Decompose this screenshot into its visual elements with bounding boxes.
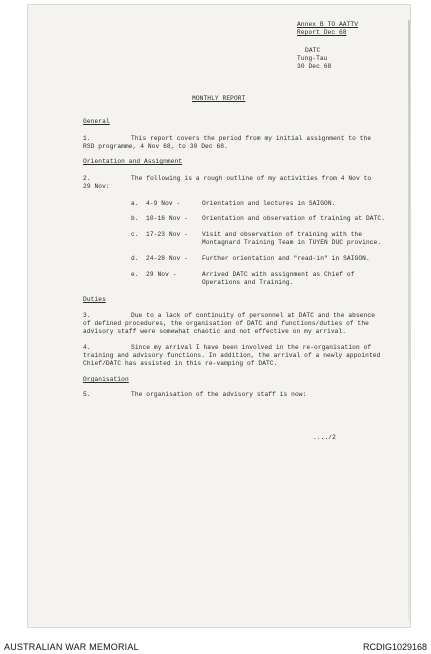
para-2-line-1: The following is a rough outline of my activities from 4 Nov to	[131, 175, 372, 182]
list-item-text: Arrived DATC with assignment as Chief of	[202, 271, 355, 278]
list-item-date: 17-23 Nov -	[146, 231, 188, 238]
continuation-marker: ..../2	[313, 434, 336, 441]
list-item-label: c.	[131, 231, 139, 238]
para-4-line-1: Since my arrival I have been involved in the re-organisation of	[131, 344, 372, 351]
section-heading-general: General	[83, 118, 110, 125]
list-item-text-continued: Montagnard Training Team in TUYEN DUC province.	[202, 239, 382, 246]
annex-reference: Annex B TO AATTV	[297, 21, 359, 28]
list-item-date: 10-16 Nov -	[146, 215, 188, 222]
archive-record-id: RCDIG1029168	[362, 642, 427, 652]
header-place: Tung-Tau	[297, 55, 328, 62]
para-4-line-3: Chief/DATC has assisted in this re-vamping of DATC.	[83, 360, 278, 367]
para-number: 4.	[83, 344, 91, 351]
para-4-line-2: training and advisory functions. In addition, the arrival of a newly appointed	[83, 352, 381, 359]
list-item-text: Orientation and observation of training at DATC.	[202, 215, 386, 222]
list-item-date: 29 Nov -	[146, 271, 177, 278]
para-3-line-1: Due to a lack of continuity of personnel at DATC and the absence	[131, 312, 376, 319]
list-item-text: Orientation and lectures in SAIGON.	[202, 200, 336, 207]
page-title: MONTHLY REPORT	[192, 95, 246, 102]
para-3-line-2: of defined procedures, the organisation of DATC and functions/duties of the	[83, 320, 369, 327]
section-heading-orientation: Orientation and Assignment	[83, 158, 183, 165]
list-item-label: b.	[131, 215, 139, 222]
para-2-line-2: 29 Nov:	[83, 183, 110, 190]
list-item-date: 4-9 Nov -	[146, 200, 181, 207]
list-item-date: 24-28 Nov -	[146, 255, 188, 262]
page-edge	[408, 20, 410, 620]
list-item-text-continued: Operations and Training.	[202, 279, 294, 286]
para-1-line-2: RSD programme, 4 Nov 68, to 30 Dec 68.	[83, 143, 228, 150]
para-1-line-1: This report covers the period from my initial assignment to the	[131, 135, 372, 142]
list-item-label: a.	[131, 200, 139, 207]
para-number: 5.	[83, 391, 91, 398]
report-reference: Report Dec 68	[297, 29, 347, 36]
section-heading-duties: Duties	[83, 296, 106, 303]
para-number: 2.	[83, 175, 91, 182]
list-item-text: Further orientation and "read-in" in SAIGON.	[202, 255, 370, 262]
list-item-label: e.	[131, 271, 139, 278]
list-item-label: d.	[131, 255, 139, 262]
archive-name: AUSTRALIAN WAR MEMORIAL	[4, 642, 139, 652]
list-item-text: Visit and observation of training with the	[202, 231, 363, 238]
para-number: 1.	[83, 135, 91, 142]
header-date: 30 Dec 68	[297, 63, 332, 70]
para-3-line-3: advisory staff were somewhat chaotic and not effective on my arrival.	[83, 328, 347, 335]
archive-footer	[0, 634, 431, 654]
para-5-line-1: The organisation of the advisory staff is now:	[131, 391, 307, 398]
header-org: DATC	[305, 47, 321, 54]
para-number: 3.	[83, 312, 91, 319]
section-heading-organisation: Organisation	[83, 376, 129, 383]
